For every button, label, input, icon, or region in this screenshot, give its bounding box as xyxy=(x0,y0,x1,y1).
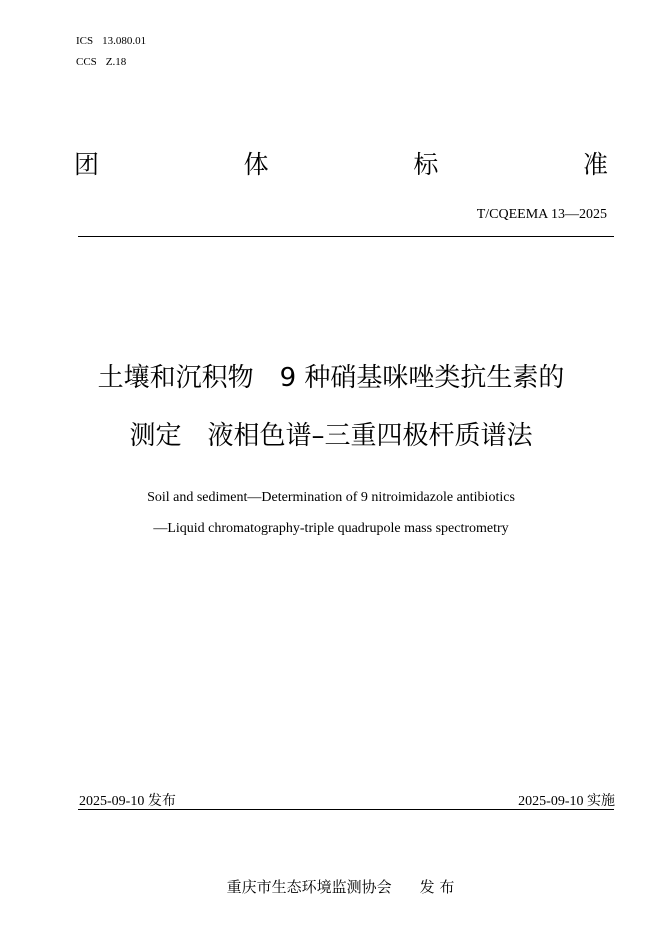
english-title-line-2: —Liquid chromatography-triple quadrupole mass spectrometry xyxy=(153,521,509,536)
ics-value: 13.080.01 xyxy=(102,35,147,47)
implementation-date: 2025-09-10 实施 xyxy=(518,794,615,809)
publish-date: 2025-09-10 发布 xyxy=(79,794,176,809)
standard-kind-char: 标 xyxy=(413,150,439,179)
issuer-action: 发 布 xyxy=(419,878,455,896)
classification-codes xyxy=(76,31,146,73)
footer-divider xyxy=(78,809,614,810)
standard-kind-char: 体 xyxy=(243,150,269,179)
ccs-label: CCS xyxy=(76,56,97,68)
ics-label: ICS xyxy=(76,35,94,47)
standard-kind-heading xyxy=(74,146,608,180)
standard-number: T/CQEEMA 13—2025 xyxy=(476,207,607,222)
standard-kind-char: 团 xyxy=(74,150,100,179)
chinese-title-line-1: 土壤和沉积物 9 种硝基咪唑类抗生素的 xyxy=(97,363,565,393)
chinese-title-line-2: 测定 液相色谱–三重四极杆质谱法 xyxy=(129,421,533,451)
header-divider xyxy=(78,236,614,237)
issuer-line xyxy=(0,858,662,915)
ics-code xyxy=(76,31,146,52)
english-title-line-1: Soil and sediment—Determination of 9 nitroimidazole antibiotics xyxy=(147,490,515,505)
issuer-organization: 重庆市生态环境监测协会 xyxy=(226,878,392,896)
ccs-value: Z.18 xyxy=(105,56,127,68)
standard-kind-char: 准 xyxy=(582,150,608,179)
ccs-code xyxy=(76,52,146,73)
